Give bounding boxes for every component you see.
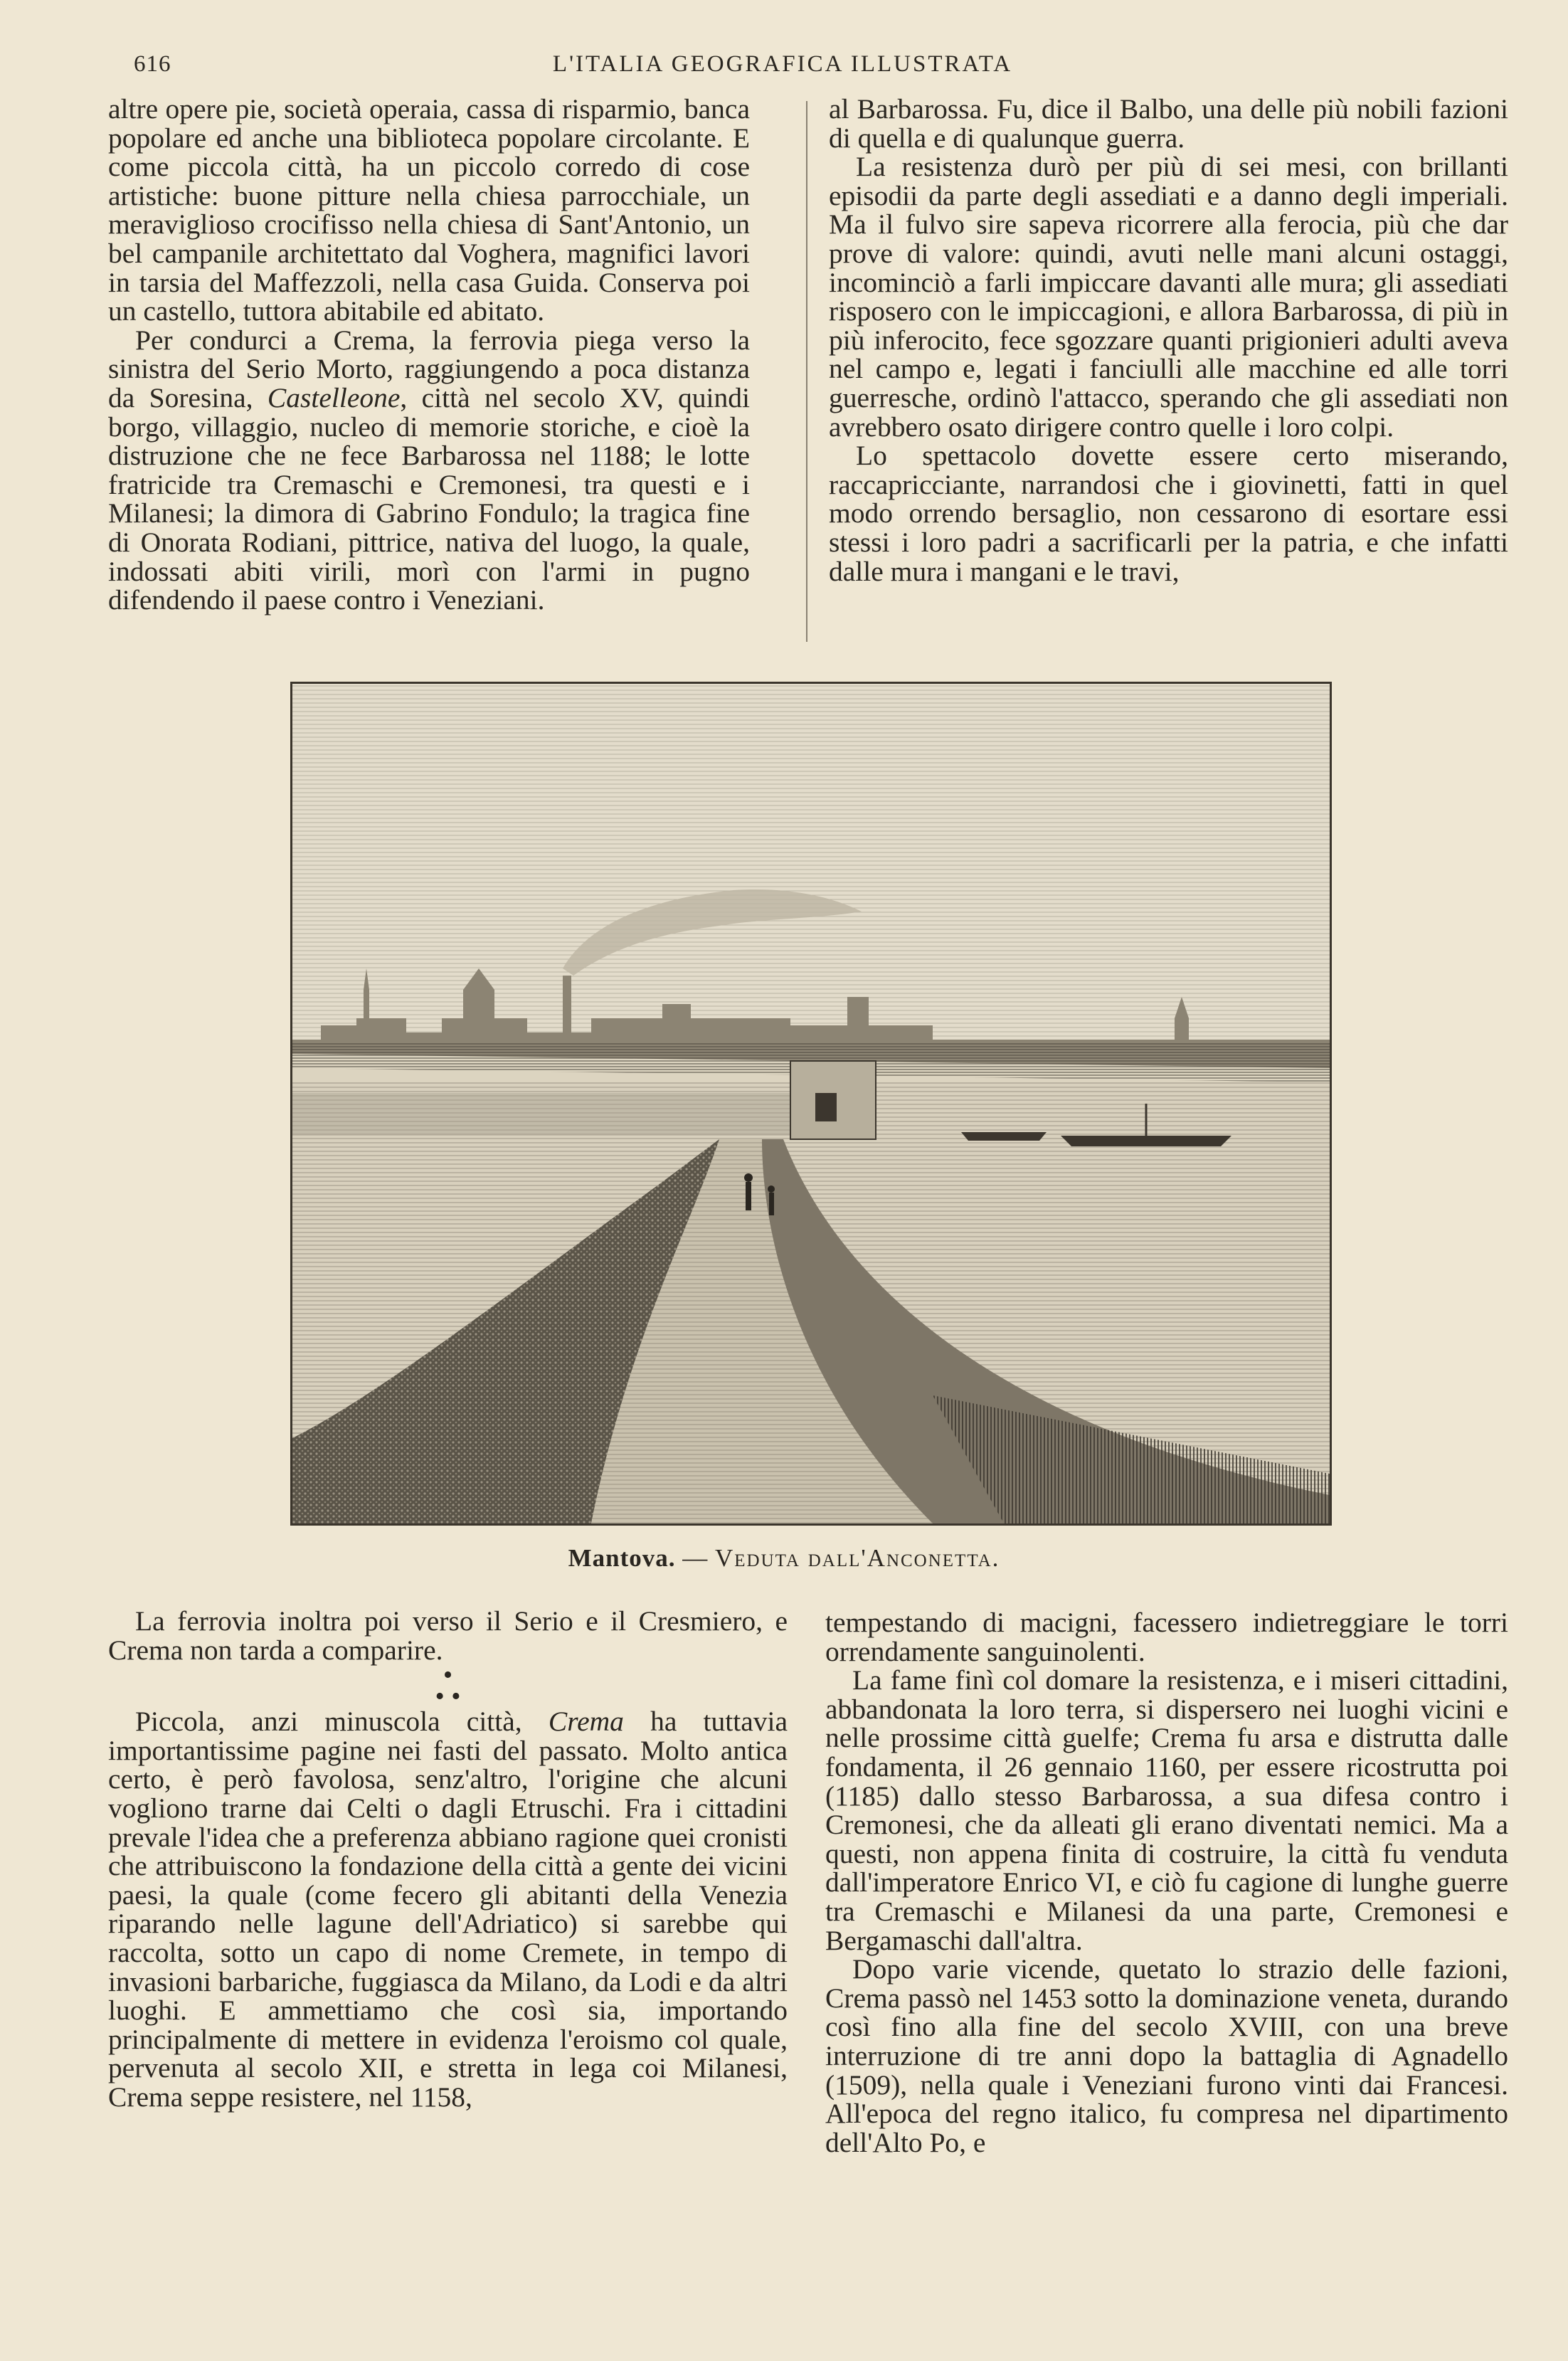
place-name: Crema bbox=[548, 1706, 624, 1738]
paragraph: Lo spettacolo dovette essere certo miserando, raccapricciante, narrandosi che i giovinetti, fatti in quel modo orrendo bersaglio, non cessarono di esortare essi stessi i loro padri a sacrificarli per la patria, e che infatti dalle mura i mangani e le travi, bbox=[829, 440, 1508, 587]
paragraph: La resistenza durò per più di sei mesi, con brillanti episodii da parte degli assediati e a danno degli imperiali. Ma il fulvo sire sapeva ricorrere alla ferocia, più che dar prove di valore: quindi, avuti nelle mani alcuni ostaggi, incominciò a farli impiccare davanti alle mura; gli assediati risposero con le impiccagioni, e allora Barbarossa, di più in più inferocito, fece sgozzare quanti prigionieri adulti aveva nel campo e, legati i fanciulli alle macchine ed alle torri guerresche, ordinò l'attacco, sperando che gli assediati non avrebbero osato dirigere contro quelle i loro colpi. bbox=[829, 151, 1508, 443]
running-title: L'ITALIA GEOGRAFICA ILLUSTRATA bbox=[552, 51, 1013, 77]
paragraph: La ferrovia inoltra poi verso il Serio e il Cresmiero, e Crema non tarda a comparire. bbox=[108, 1605, 788, 1666]
engraving-illustration bbox=[290, 682, 1332, 1526]
caption-place: Mantova. bbox=[568, 1544, 676, 1572]
paragraph: al Barbarossa. Fu, dice il Balbo, una delle più nobili fazioni di quella e di qualunque guerra. bbox=[829, 93, 1508, 154]
paragraph: tempestando di macigni, facessero indietreggiare le torri orrendamente sanguinolenti. bbox=[825, 1607, 1508, 1667]
paragraph: Piccola, anzi minuscola città, Crema ha tuttavia importantissime pagine nei fasti del passato. Molto antica certo, è però favolosa, senz'altro, l'origine che alcuni vogliono trarne dai Celti o dagli Etruschi. Fra i cittadini prevale l'idea che a preferenza abbiano ragione quei cronisti che attribuiscono la fondazione della città a gente dei vicini paesi, la quale (come fecero gli abitanti della Venezia riparando nelle lagune dell'Adriatico) si sarebbe qui raccolta, sotto un capo di nome Cremete, in tempo di invasioni barbariche, fuggiasca da Milano, da Lodi e da altri luoghi. E ammettiamo che così sia, importando principalmente di mettere in evidenza l'eroismo col quale, pervenuta al secolo XII, e stretta in lega coi Milanesi, Crema seppe resistere, nel 1158, bbox=[108, 1706, 788, 2113]
column-top-right bbox=[829, 95, 1508, 586]
caption-dash: — bbox=[682, 1544, 709, 1572]
figure-caption bbox=[0, 1544, 1568, 1573]
engraving-mantova-view bbox=[292, 684, 1330, 1523]
section-separator: • • • bbox=[435, 1660, 461, 1712]
column-rule bbox=[806, 101, 807, 642]
running-header bbox=[107, 51, 1458, 87]
place-name: Castelleone bbox=[267, 381, 401, 413]
page-number: 616 bbox=[134, 51, 171, 77]
paragraph: Per condurci a Crema, la ferrovia piega verso la sinistra del Serio Morto, raggiungendo a poca distanza da Soresina, Castelleone, città nel secolo XV, quindi borgo, villaggio, nucleo di memorie storiche, e cioè la distruzione che ne fece Barbarossa nel 1188; le lotte fratricide tra Cremaschi e Cremonesi, tra questi e i Milanesi; la dimora di Gabrino Fondulo; la tragica fine di Onorata Rodiani, pittrice, nativa del luogo, la quale, indossati abiti virili, morì con l'armi in pugno difendendo il paese contro i Veneziani. bbox=[108, 324, 750, 616]
column-bottom-right bbox=[825, 1608, 1508, 2157]
paragraph: La fame finì col domare la resistenza, e i miseri cittadini, abbandonata la loro terra, si dispersero nei luoghi vicini e nelle prossime città guelfe; Crema fu arsa e distrutta dalle fondamenta, il 26 gennaio 1160, per essere ricostrutta poi (1185) dallo stesso Barbarossa, a sua difesa contro i Cremonesi, che da alleati gli erano diventati nemici. Ma a questi, non appena finita di costruire, la città fu venduta dall'imperatore Enrico VI, e ciò fu cagione di lunghe guerre tra Cremaschi e Milanesi da una parte, Cremonesi e Bergamaschi dall'altra. bbox=[825, 1664, 1508, 1956]
caption-title: Veduta dall'Anconetta. bbox=[714, 1544, 1000, 1572]
column-top-left bbox=[108, 95, 750, 615]
paragraph: Dopo varie vicende, quetato lo strazio delle fazioni, Crema passò nel 1453 sotto la dominazione veneta, durando così fino alla fine del secolo XVIII, con una breve interruzione di tre anni dopo la battaglia di Agnadello (1509), nella quale i Veneziani furono vinti dai Francesi. All'epoca del regno italico, fu compresa nel dipartimento dell'Alto Po, e bbox=[825, 1953, 1508, 2158]
paragraph: altre opere pie, società operaia, cassa di risparmio, banca popolare ed anche una biblioteca popolare circolante. E come piccola città, ha un piccolo corredo di cose artistiche: buone pitture nella chiesa parrocchiale, un meraviglioso crocifisso nella chiesa di Sant'Antonio, un bel campanile architettato dal Voghera, magnifici lavori in tarsia del Maffezzoli, nella casa Guida. Conserva poi un castello, tuttora abitabile ed abitato. bbox=[108, 93, 750, 327]
column-bottom-left bbox=[108, 1607, 788, 2112]
